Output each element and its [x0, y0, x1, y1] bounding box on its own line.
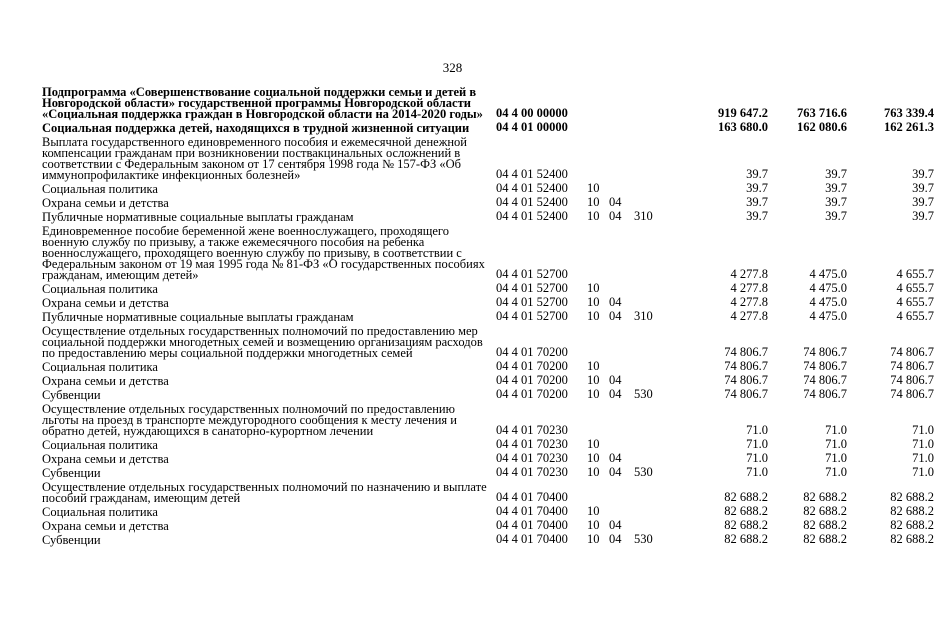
amount-year-1: 4 277.8	[730, 295, 768, 309]
amount-year-1: 39.7	[746, 209, 768, 223]
section-code: 10	[587, 281, 600, 295]
amount-year-3: 39.7	[912, 181, 934, 195]
subsection-code: 04	[609, 209, 622, 223]
amount-year-2: 39.7	[825, 181, 847, 195]
amount-year-1: 71.0	[746, 451, 768, 465]
row-name: Субвенции	[42, 533, 101, 547]
amount-year-1: 82 688.2	[724, 532, 768, 546]
amount-year-3: 82 688.2	[890, 490, 934, 504]
table-row	[42, 465, 934, 481]
row-name: Охрана семьи и детства	[42, 374, 169, 388]
amount-year-1: 82 688.2	[724, 504, 768, 518]
section-code: 10	[587, 504, 600, 518]
amount-year-1: 39.7	[746, 181, 768, 195]
target-article-code: 04 4 01 70230	[496, 423, 568, 437]
section-code: 10	[587, 387, 600, 401]
subsection-code: 04	[609, 518, 622, 532]
amount-year-3: 71.0	[912, 465, 934, 479]
target-article-code: 04 4 01 52400	[496, 181, 568, 195]
page-number: 328	[442, 60, 463, 75]
amount-year-3: 763 339.4	[884, 106, 934, 120]
amount-year-2: 71.0	[825, 465, 847, 479]
amount-year-2: 39.7	[825, 209, 847, 223]
subsection-code: 04	[609, 295, 622, 309]
amount-year-3: 74 806.7	[890, 387, 934, 401]
table-row	[42, 480, 934, 506]
amount-year-1: 71.0	[746, 437, 768, 451]
amount-year-3: 4 655.7	[896, 295, 934, 309]
table-row	[42, 209, 934, 225]
amount-year-3: 39.7	[912, 195, 934, 209]
amount-year-2: 74 806.7	[803, 373, 847, 387]
table-row	[42, 324, 934, 361]
target-article-code: 04 4 01 70200	[496, 387, 568, 401]
amount-year-2: 39.7	[825, 195, 847, 209]
table-row	[42, 402, 934, 439]
amount-year-1: 71.0	[746, 423, 768, 437]
amount-year-2: 82 688.2	[803, 532, 847, 546]
row-name: Охрана семьи и детства	[42, 452, 169, 466]
row-name: Социальная поддержка детей, находящихся в трудной жизненной ситуации	[42, 121, 470, 135]
amount-year-3: 71.0	[912, 437, 934, 451]
amount-year-3: 74 806.7	[890, 359, 934, 373]
amount-year-3: 71.0	[912, 423, 934, 437]
section-code: 10	[587, 518, 600, 532]
row-name: Социальная политика	[42, 438, 158, 452]
amount-year-1: 39.7	[746, 195, 768, 209]
amount-year-3: 39.7	[912, 167, 934, 181]
amount-year-3: 4 655.7	[896, 267, 934, 281]
amount-year-1: 74 806.7	[724, 387, 768, 401]
amount-year-1: 4 277.8	[730, 309, 768, 323]
amount-year-3: 4 655.7	[896, 281, 934, 295]
amount-year-2: 82 688.2	[803, 518, 847, 532]
amount-year-2: 4 475.0	[809, 267, 847, 281]
table-row	[42, 532, 934, 548]
amount-year-3: 71.0	[912, 451, 934, 465]
section-code: 10	[587, 195, 600, 209]
expense-type-code: 530	[634, 532, 653, 546]
amount-year-2: 4 475.0	[809, 281, 847, 295]
amount-year-1: 82 688.2	[724, 518, 768, 532]
subsection-code: 04	[609, 465, 622, 479]
subsection-code: 04	[609, 387, 622, 401]
expense-type-code: 310	[634, 309, 653, 323]
amount-year-2: 82 688.2	[803, 504, 847, 518]
target-article-code: 04 4 01 70200	[496, 359, 568, 373]
section-code: 10	[587, 451, 600, 465]
section-code: 10	[587, 309, 600, 323]
amount-year-2: 4 475.0	[809, 295, 847, 309]
table-row	[42, 85, 934, 122]
target-article-code: 04 4 01 52700	[496, 281, 568, 295]
section-code: 10	[587, 532, 600, 546]
amount-year-1: 74 806.7	[724, 345, 768, 359]
target-article-code: 04 4 01 70400	[496, 504, 568, 518]
section-code: 10	[587, 181, 600, 195]
amount-year-2: 39.7	[825, 167, 847, 181]
amount-year-2: 71.0	[825, 423, 847, 437]
amount-year-1: 919 647.2	[718, 106, 768, 120]
row-name: Охрана семьи и детства	[42, 296, 169, 310]
row-name: Осуществление отдельных государственных полномочий по предоставлению льготы на проезд в транспорте междугородного сообщения к месту лечения и обратно детей, нуждающихся в санаторно-курортном лечении	[42, 402, 457, 438]
row-name: Социальная политика	[42, 282, 158, 296]
target-article-code: 04 4 01 70400	[496, 532, 568, 546]
target-article-code: 04 4 01 70230	[496, 451, 568, 465]
amount-year-2: 4 475.0	[809, 309, 847, 323]
target-article-code: 04 4 01 70230	[496, 437, 568, 451]
subsection-code: 04	[609, 195, 622, 209]
target-article-code: 04 4 01 52700	[496, 267, 568, 281]
target-article-code: 04 4 01 52400	[496, 167, 568, 181]
expense-type-code: 530	[634, 387, 653, 401]
amount-year-1: 74 806.7	[724, 359, 768, 373]
amount-year-2: 763 716.6	[797, 106, 847, 120]
target-article-code: 04 4 01 70400	[496, 518, 568, 532]
target-article-code: 04 4 01 70400	[496, 490, 568, 504]
amount-year-2: 71.0	[825, 437, 847, 451]
target-article-code: 04 4 01 52400	[496, 195, 568, 209]
amount-year-3: 74 806.7	[890, 345, 934, 359]
row-name: Подпрограмма «Совершенствование социальной поддержки семьи и детей в Новгородской области» государственной программы Новгородской области «Социальная поддержка граждан в Новгородской области на 2014-2020 годы»	[42, 85, 483, 121]
row-name: Публичные нормативные социальные выплаты гражданам	[42, 310, 354, 324]
amount-year-3: 4 655.7	[896, 309, 934, 323]
section-code: 10	[587, 373, 600, 387]
amount-year-3: 39.7	[912, 209, 934, 223]
amount-year-3: 162 261.3	[884, 120, 934, 134]
amount-year-3: 82 688.2	[890, 518, 934, 532]
subsection-code: 04	[609, 451, 622, 465]
amount-year-2: 162 080.6	[797, 120, 847, 134]
amount-year-3: 82 688.2	[890, 504, 934, 518]
row-name: Субвенции	[42, 466, 101, 480]
amount-year-3: 74 806.7	[890, 373, 934, 387]
table-row	[42, 224, 934, 283]
row-name: Единовременное пособие беременной жене военнослужащего, проходящего военную службу по призыву, а также ежемесячного пособия на ребенка военнослужащего, проходящего военную службу по призыву, в соответствии с Федеральным законом от 19 мая 1995 года № 81-ФЗ «О государственных пособиях гражданам, имеющим детей»	[42, 224, 485, 282]
table-row	[42, 135, 934, 183]
row-name: Субвенции	[42, 388, 101, 402]
subsection-code: 04	[609, 373, 622, 387]
target-article-code: 04 4 01 52400	[496, 209, 568, 223]
amount-year-1: 39.7	[746, 167, 768, 181]
row-name: Охрана семьи и детства	[42, 519, 169, 533]
section-code: 10	[587, 209, 600, 223]
amount-year-1: 4 277.8	[730, 267, 768, 281]
target-article-code: 04 4 01 52700	[496, 309, 568, 323]
row-name: Публичные нормативные социальные выплаты гражданам	[42, 210, 354, 224]
target-article-code: 04 4 01 70200	[496, 345, 568, 359]
amount-year-2: 74 806.7	[803, 387, 847, 401]
amount-year-1: 163 680.0	[718, 120, 768, 134]
row-name: Социальная политика	[42, 182, 158, 196]
amount-year-2: 74 806.7	[803, 359, 847, 373]
section-code: 10	[587, 295, 600, 309]
amount-year-2: 71.0	[825, 451, 847, 465]
expense-type-code: 530	[634, 465, 653, 479]
amount-year-1: 4 277.8	[730, 281, 768, 295]
row-name: Социальная политика	[42, 505, 158, 519]
table-row	[42, 120, 934, 136]
amount-year-2: 82 688.2	[803, 490, 847, 504]
target-article-code: 04 4 00 00000	[496, 106, 568, 120]
row-name: Выплата государственного единовременного пособия и ежемесячной денежной компенсации гражданам при возникновении поствакцинальных осложнений в соответствии с Федеральным законом от 17 сентября 1998 года № 157-ФЗ «Об иммунопрофилактике инфекционных болезней»	[42, 135, 467, 182]
amount-year-1: 74 806.7	[724, 373, 768, 387]
row-name: Осуществление отдельных государственных полномочий по назначению и выплате пособий гражданам, имеющим детей	[42, 480, 487, 505]
budget-table	[42, 85, 934, 548]
table-row	[42, 387, 934, 403]
section-code: 10	[587, 465, 600, 479]
amount-year-1: 82 688.2	[724, 490, 768, 504]
row-name: Осуществление отдельных государственных полномочий по предоставлению мер социальной поддержки многодетных семей и возмещению организациям расходов по предоставлению меры социальной поддержки многодетных семей	[42, 324, 483, 360]
table-row	[42, 309, 934, 325]
target-article-code: 04 4 01 70230	[496, 465, 568, 479]
row-name: Охрана семьи и детства	[42, 196, 169, 210]
subsection-code: 04	[609, 532, 622, 546]
target-article-code: 04 4 01 70200	[496, 373, 568, 387]
expense-type-code: 310	[634, 209, 653, 223]
section-code: 10	[587, 359, 600, 373]
target-article-code: 04 4 01 00000	[496, 120, 568, 134]
amount-year-2: 74 806.7	[803, 345, 847, 359]
section-code: 10	[587, 437, 600, 451]
amount-year-3: 82 688.2	[890, 532, 934, 546]
amount-year-1: 71.0	[746, 465, 768, 479]
row-name: Социальная политика	[42, 360, 158, 374]
subsection-code: 04	[609, 309, 622, 323]
target-article-code: 04 4 01 52700	[496, 295, 568, 309]
